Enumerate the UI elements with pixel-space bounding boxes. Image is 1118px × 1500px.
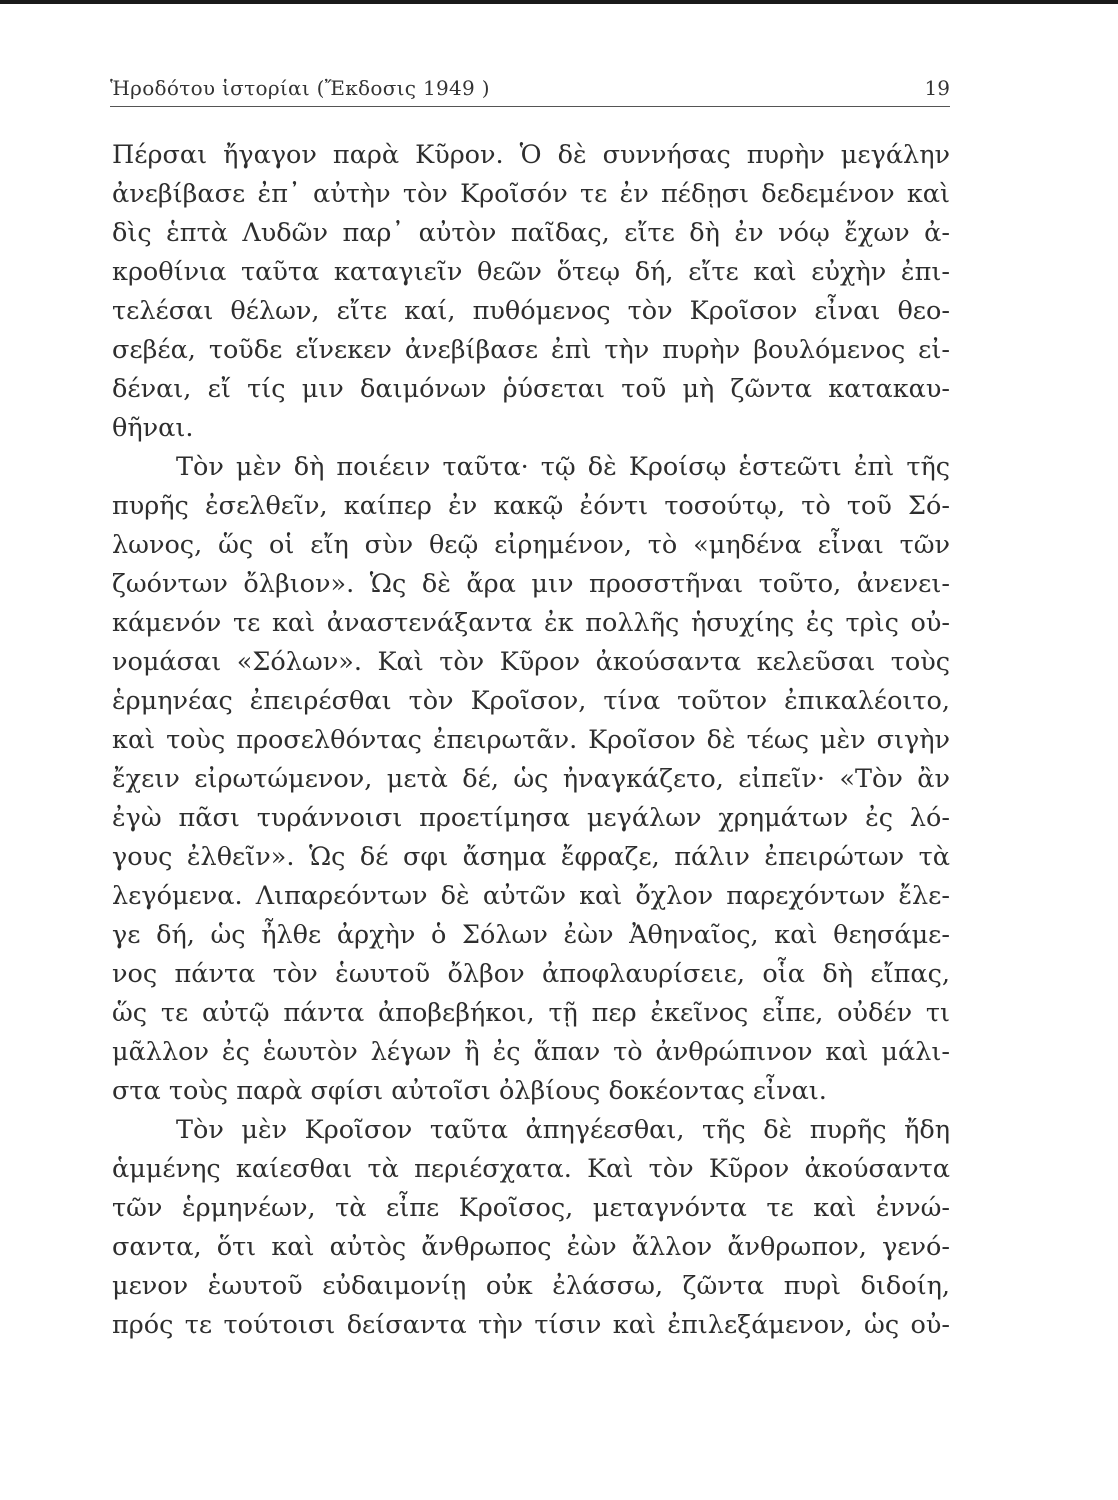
- text-line: σεβέα, τοῦδε εἵνεκεν ἀνεβίβασε ἐπὶ τὴν πυρὴν βουλόμενος εἰ-: [112, 335, 950, 365]
- text-line: πρός τε τούτοισι δείσαντα τὴν τίσιν καὶ ἐπιλεξάμενον, ὡς οὐ-: [112, 1310, 950, 1340]
- text-line: ἑρμηνέας ἐπειρέσθαι τὸν Κροῖσον, τίνα τοῦτον ἐπικαλέοιτο,: [112, 686, 950, 716]
- running-title: Ἡροδότου ἱστορίαι (Ἔκδοσις 1949 ): [110, 76, 490, 100]
- text-line: νομάσαι «Σόλων». Καὶ τὸν Κῦρον ἀκούσαντα κελεῦσαι τοὺς: [112, 647, 950, 677]
- text-line: δὶς ἑπτὰ Λυδῶν παρ᾽ αὐτὸν παῖδας, εἴτε δὴ ἐν νόῳ ἔχων ἀ-: [112, 218, 950, 248]
- body-text: [112, 136, 950, 1345]
- text-line: ἔχειν εἰρωτώμενον, μετὰ δέ, ὡς ἠναγκάζετο, εἰπεῖν· «Τὸν ἂν: [112, 764, 950, 794]
- text-line: ἐγὼ πᾶσι τυράννοισι προετίμησα μεγάλων χρημάτων ἐς λό-: [112, 803, 950, 833]
- text-line: κροθίνια ταῦτα καταγιεῖν θεῶν ὅτεῳ δή, εἴτε καὶ εὐχὴν ἐπι-: [112, 257, 950, 287]
- header-rule: [110, 106, 950, 107]
- text-line: ἁμμένης καίεσθαι τὰ περιέσχατα. Καὶ τὸν Κῦρον ἀκούσαντα: [112, 1154, 950, 1184]
- text-line: μενον ἑωυτοῦ εὐδαιμονίῃ οὐκ ἐλάσσω, ζῶντα πυρὶ διδοίη,: [112, 1271, 950, 1301]
- text-line: Πέρσαι ἤγαγον παρὰ Κῦρον. Ὁ δὲ συννήσας πυρὴν μεγάλην: [112, 140, 950, 170]
- text-line: γους ἐλθεῖν». Ὡς δέ σφι ἄσημα ἔφραζε, πάλιν ἐπειρώτων τὰ: [112, 842, 950, 872]
- text-line: θῆναι.: [112, 413, 194, 443]
- text-line: πυρῆς ἐσελθεῖν, καίπερ ἐν κακῷ ἐόντι τοσούτῳ, τὸ τοῦ Σό-: [112, 491, 950, 521]
- text-line: κάμενόν τε καὶ ἀναστενάξαντα ἐκ πολλῆς ἡσυχίης ἐς τρὶς οὐ-: [112, 608, 950, 638]
- scan-top-edge: [0, 0, 1118, 4]
- text-line: νος πάντα τὸν ἑωυτοῦ ὄλβον ἀποφλαυρίσειε, οἷα δὴ εἴπας,: [112, 959, 950, 989]
- text-line: Τὸν μὲν Κροῖσον ταῦτα ἀπηγέεσθαι, τῆς δὲ πυρῆς ἤδη: [176, 1115, 950, 1145]
- text-line: μᾶλλον ἐς ἑωυτὸν λέγων ἢ ἐς ἅπαν τὸ ἀνθρώπινον καὶ μάλι-: [112, 1037, 950, 1067]
- running-header: [110, 74, 950, 104]
- text-line: λεγόμενα. Λιπαρεόντων δὲ αὐτῶν καὶ ὄχλον παρεχόντων ἔλε-: [112, 881, 950, 911]
- text-line: δέναι, εἴ τίς μιν δαιμόνων ῥύσεται τοῦ μὴ ζῶντα κατακαυ-: [112, 374, 950, 404]
- text-line: σαντα, ὅτι καὶ αὐτὸς ἄνθρωπος ἐὼν ἄλλον ἄνθρωπον, γενό-: [112, 1232, 950, 1262]
- text-line: Τὸν μὲν δὴ ποιέειν ταῦτα· τῷ δὲ Κροίσῳ ἑστεῶτι ἐπὶ τῆς: [176, 452, 950, 482]
- text-line: ζωόντων ὄλβιον». Ὡς δὲ ἄρα μιν προσστῆναι τοῦτο, ἀνενει-: [112, 569, 950, 599]
- text-line: τῶν ἑρμηνέων, τὰ εἶπε Κροῖσος, μεταγνόντα τε καὶ ἐννώ-: [112, 1193, 950, 1223]
- text-line: στα τοὺς παρὰ σφίσι αὐτοῖσι ὀλβίους δοκέοντας εἶναι.: [112, 1076, 827, 1106]
- text-line: ἀνεβίβασε ἐπ᾽ αὐτὴν τὸν Κροῖσόν τε ἐν πέδῃσι δεδεμένον καὶ: [112, 179, 950, 209]
- text-line: ὥς τε αὐτῷ πάντα ἀποβεβήκοι, τῇ περ ἐκεῖνος εἶπε, οὐδέν τι: [112, 998, 950, 1028]
- text-line: λωνος, ὥς οἱ εἴη σὺν θεῷ εἰρημένον, τὸ «μηδένα εἶναι τῶν: [112, 530, 950, 560]
- text-line: καὶ τοὺς προσελθόντας ἐπειρωτᾶν. Κροῖσον δὲ τέως μὲν σιγὴν: [112, 725, 950, 755]
- page-number: 19: [924, 76, 950, 100]
- text-line: γε δή, ὡς ἦλθε ἀρχὴν ὁ Σόλων ἐὼν Ἀθηναῖος, καὶ θεησάμε-: [112, 920, 950, 950]
- text-line: τελέσαι θέλων, εἴτε καί, πυθόμενος τὸν Κροῖσον εἶναι θεο-: [112, 296, 950, 326]
